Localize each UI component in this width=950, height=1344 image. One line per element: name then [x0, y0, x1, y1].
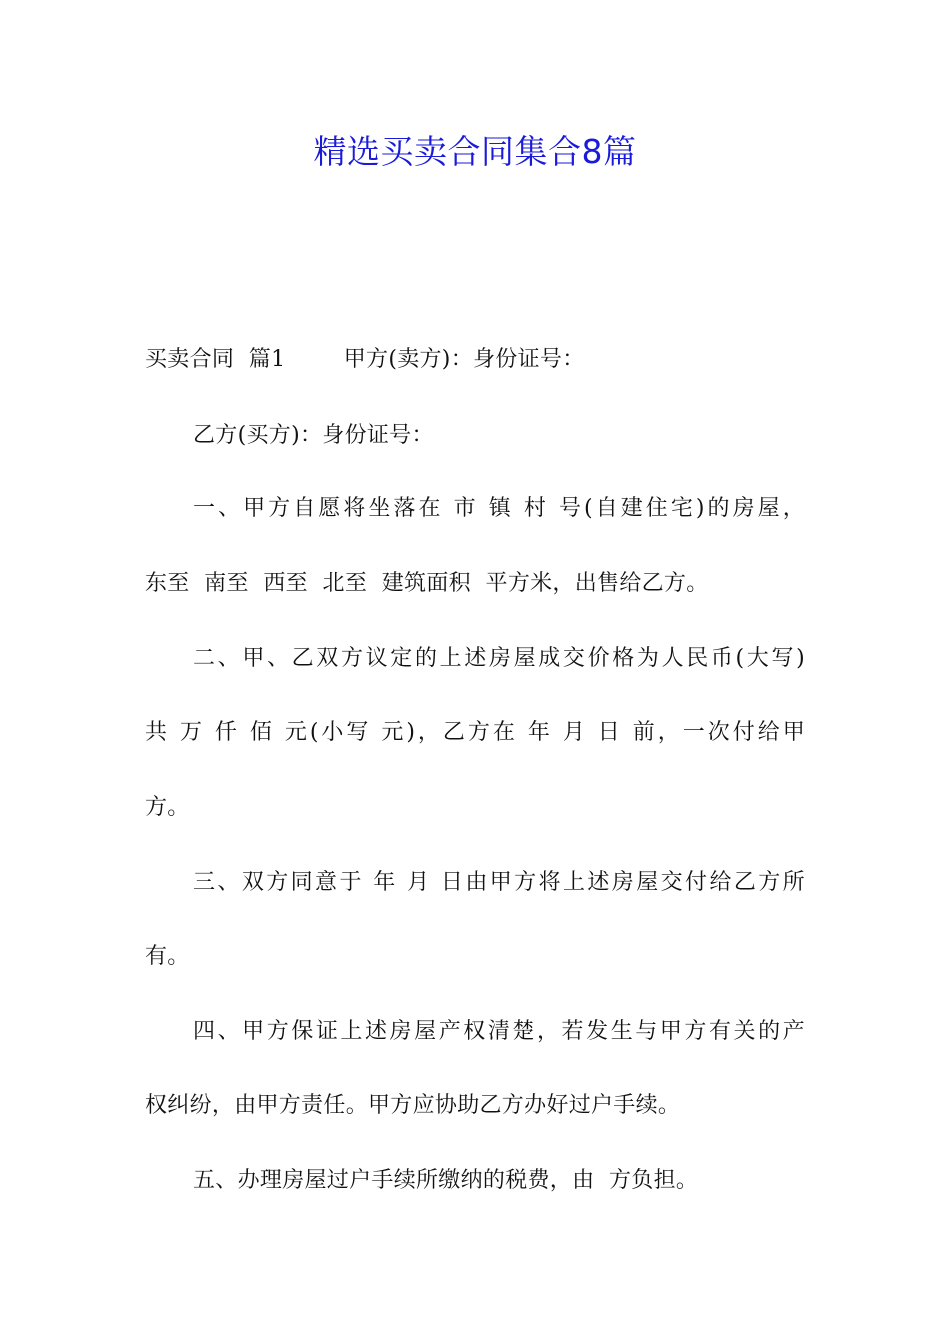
clause-4-line-1: 四、甲方保证上述房屋产权清楚，若发生与甲方有关的产 — [193, 1019, 805, 1044]
clause-4-line-2: 权纠纷，由甲方责任。甲方应协助乙方办好过户手续。 — [145, 1093, 681, 1118]
document-title: 精选买卖合同集合8篇 — [313, 132, 637, 171]
clause-3-line-1: 三、双方同意于 年 月 日由甲方将上述房屋交付给乙方所 — [193, 870, 805, 895]
clause-3-line-2: 有。 — [145, 944, 190, 969]
clause-2-line-3: 方。 — [145, 795, 190, 820]
contract-heading-line: 买卖合同 篇1 甲方(卖方)：身份证号： — [145, 347, 585, 372]
clause-1-line-2: 东至 南至 西至 北至 建筑面积 平方米，出售给乙方。 — [145, 571, 709, 596]
clause-2-line-2: 共 万 仟 佰 元(小写 元)，乙方在 年 月 日 前，一次付给甲 — [145, 720, 805, 745]
clause-1-line-1: 一、甲方自愿将坐落在 市 镇 村 号(自建住宅)的房屋， — [193, 496, 805, 521]
clause-5-line-1: 五、办理房屋过户手续所缴纳的税费，由 方负担。 — [193, 1168, 699, 1193]
clause-2-line-1: 二、甲、乙双方议定的上述房屋成交价格为人民币(大写) — [193, 646, 805, 671]
party-b-line: 乙方(买方)：身份证号： — [193, 423, 434, 448]
